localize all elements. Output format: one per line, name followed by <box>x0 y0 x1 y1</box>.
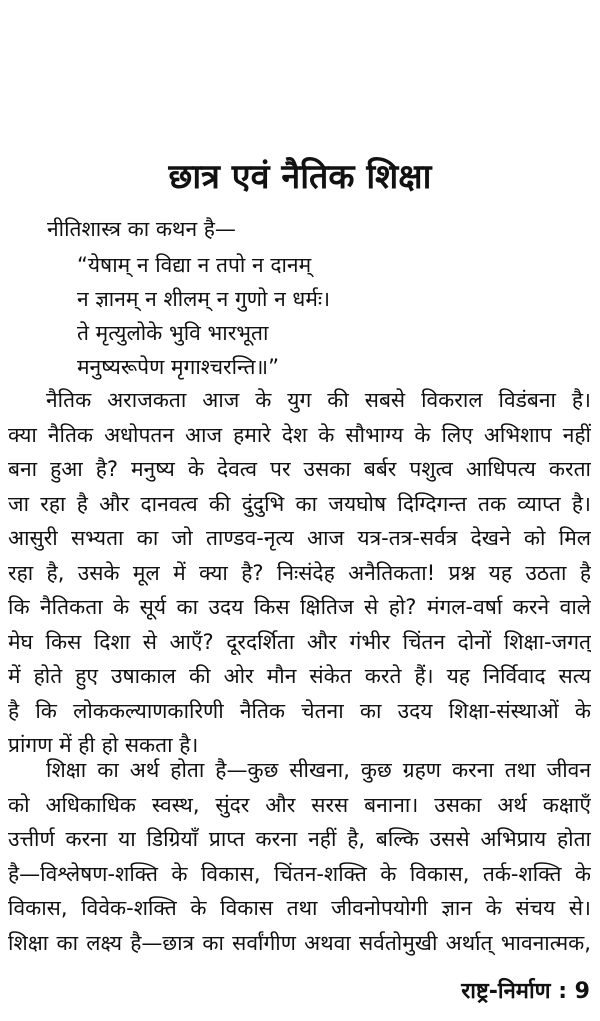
paragraph-1-line: बना हुआ है? मनुष्य के देवत्व पर उसका बर्बर पशुत्व आधिपत्य करता <box>8 457 591 481</box>
paragraph-1-line: आसुरी सभ्यता का जो ताण्डव-नृत्य आज यत्र-तत्र-सर्वत्र देखने को मिल <box>8 526 591 550</box>
paragraph-1-line: जा रहा है और दानवत्व की दुंदुभि का जयघोष दिग्दिगन्त तक व्याप्त है। <box>8 491 591 516</box>
paragraph-1-line: है कि लोककल्याणकारिणी नैतिक चेतना का उदय शिक्षा-संस्थाओं के <box>8 698 591 723</box>
page-footer: राष्ट्र-निर्माण : 9 <box>461 979 590 1004</box>
paragraph-2-line: शिक्षा का लक्ष्य है—छात्र का सर्वांगीण अथवा सर्वतोमुखी अर्थात् भावनात्मक, <box>8 930 591 955</box>
paragraph-1-line: में होते हुए उषाकाल की ओर मौन संकेत करते हैं। यह निर्विवाद सत्य <box>8 664 591 688</box>
paragraph-1-line: क्या नैतिक अधोपतन आज हमारे देश के सौभाग्य के लिए अभिशाप नहीं <box>8 422 591 447</box>
verse-line-2: न ज्ञानम् न शीलम् न गुणो न धर्मः। <box>77 287 331 311</box>
paragraph-2-line: शिक्षा का अर्थ होता है—कुछ सीखना, कुछ ग्रहण करना तथा जीवन <box>46 758 591 782</box>
page-title: छात्र एवं नैतिक शिक्षा <box>168 156 432 197</box>
paragraph-1 <box>8 383 591 763</box>
paragraph-2-line: उत्तीर्ण करना या डिग्रियाँ प्राप्त करना नहीं है, बल्कि उससे अभिप्राय होता <box>8 827 591 851</box>
verse-line-4: मनुष्यरूपेण मृगाश्चरन्ति॥” <box>77 355 279 379</box>
paragraph-1-line: रहा है, उसके मूल में क्या है? निःसंदेह अनैतिकता! प्रश्न यह उठता है <box>8 560 591 585</box>
paragraph-2-line: विकास, विवेक-शक्ति के विकास तथा जीवनोपयोगी ज्ञान के संचय से। <box>8 896 591 920</box>
paragraph-2-line: को अधिकाधिक स्वस्थ, सुंदर और सरस बनाना। उसका अर्थ कक्षाएँ <box>8 792 591 817</box>
paragraph-1-line: कि नैतिकता के सूर्य का उदय किस क्षितिज से हो? मंगल-वर्षा करने वाले <box>8 595 591 619</box>
paragraph-1-line: मेघ किस दिशा से आएँ? दूरदर्शिता और गंभीर चिंतन दोनों शिक्षा-जगत् <box>8 629 591 654</box>
intro-line: नीतिशास्त्र का कथन है— <box>47 217 236 241</box>
sanskrit-verse <box>77 248 330 384</box>
verse-line-3: ते मृत्युलोके भुवि भारभूता <box>77 321 269 345</box>
paragraph-2 <box>8 753 591 960</box>
paragraph-1-line: प्रांगण में ही हो सकता है। <box>8 733 199 757</box>
paragraph-2-line: है—विश्लेषण-शक्ति के विकास, चिंतन-शक्ति के विकास, तर्क-शक्ति के <box>8 861 591 886</box>
verse-line-1: “येषाम् न विद्या न तपो न दानम् <box>77 253 312 277</box>
paragraph-1-line: नैतिक अराजकता आज के युग की सबसे विकराल विडंबना है। <box>46 388 591 412</box>
